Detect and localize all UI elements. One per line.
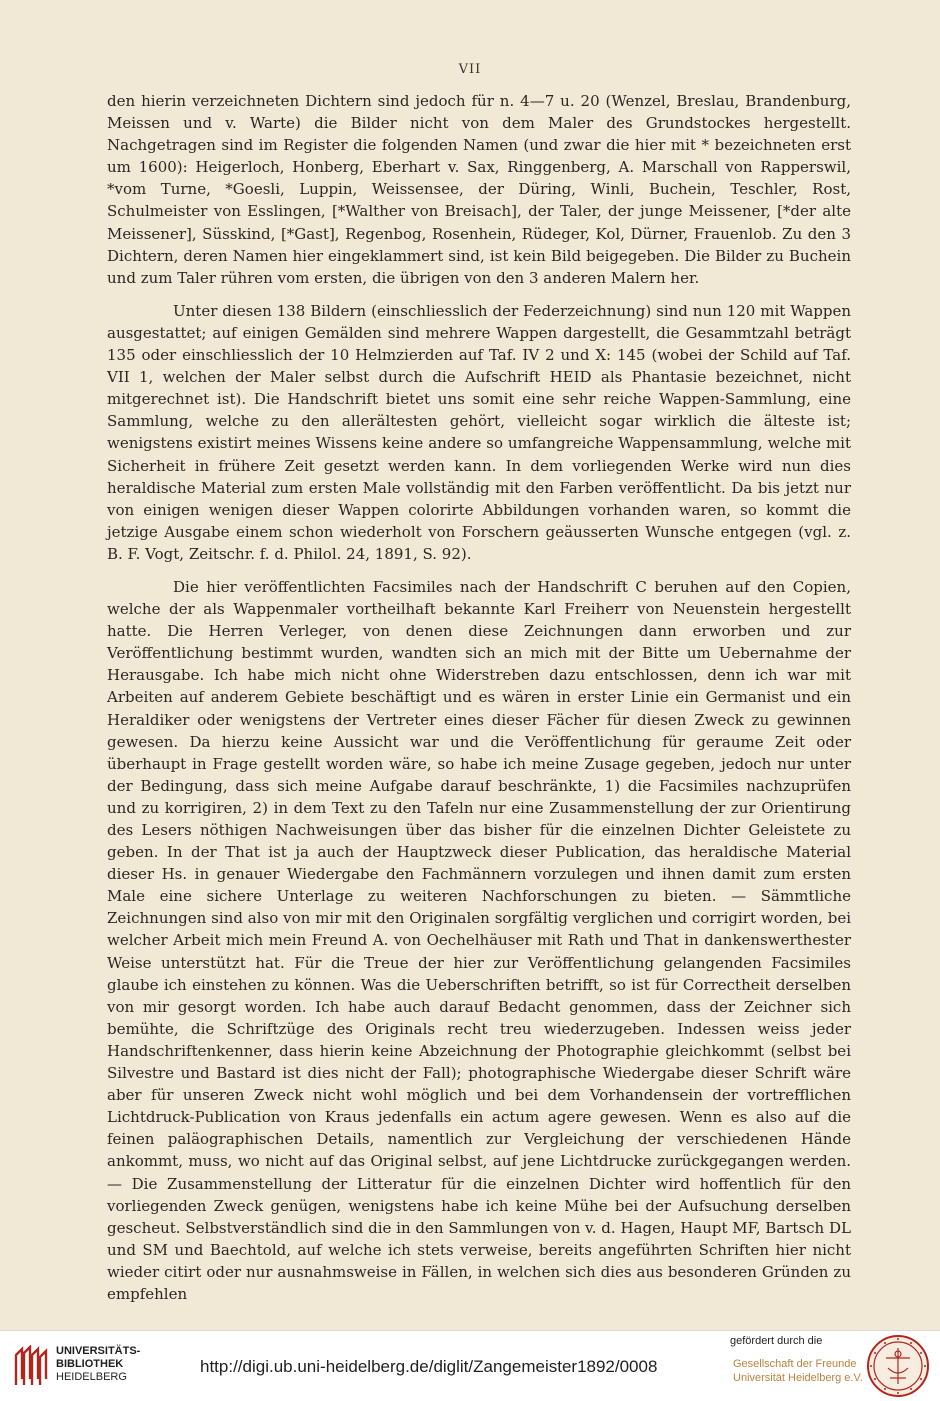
body-text xyxy=(107,90,851,1305)
paragraph-2: Unter diesen 138 Bildern (einschliesslich der Federzeichnung) sind nun 120 mit Wappen ausgestattet; auf einigen Gemälden sind mehrere Wappen dargestellt, die Gesammtzahl beträgt 135 oder einschliesslich der 10 Helmzierden auf Taf. IV 2 und X: 145 (wobei der Schild auf Taf. VII 1, welchen der Maler selbst durch die Aufschrift HEID als Phantasie bezeichnet, nicht mitgerechnet ist). Die Handschrift bietet uns somit eine sehr reiche Wappen-Sammlung, eine Sammlung, welche zu den allerältesten gehört, vielleicht sogar wirklich die älteste ist; wenigstens existirt meines Wissens keine andere so umfangreiche Wappensammlung, welche mit Sicherheit in frühere Zeit gesetzt werden kann. In dem vorliegenden Werke wird nun dies heraldische Material zum ersten Male vollständig mit den Farben veröffentlicht. Da bis jetzt nur von einigen wenigen dieser Wappen colorirte Abbildungen vorhanden waren, so kommt die jetzige Ausgabe einem schon wiederholt von Forschern geäusserten Wunsche entgegen (vgl. z. B. F. Vogt, Zeitschr. f. d. Philol. 24, 1891, S. 92). xyxy=(107,301,851,563)
paragraph-3: Die hier veröffentlichten Facsimiles nach der Handschrift C beruhen auf den Copien, welche der als Wappenmaler vortheilhaft bekannte Karl Freiherr von Neuenstein hergestellt hatte. Die Herren Verleger, von denen diese Zeichnungen dann erworben und zur Veröffentlichung bestimmt wurden, wandten sich an mich mit der Bitte um Uebernahme der Herausgabe. Ich habe mich nicht ohne Widerstreben dazu entschlossen, denn ich war mit Arbeiten auf anderem Gebiete beschäftigt und es wären in erster Linie ein Germanist und ein Heraldiker oder wenigstens der Vertreter eines dieser Fächer für diesen Zweck zu gewinnen gewesen. Da hierzu keine Aussicht war und die Veröffentlichung für geraume Zeit oder überhaupt in Frage gestellt worden wäre, so habe ich meine Zusage gegeben, jedoch nur unter der Bedingung, dass sich meine Aufgabe darauf beschränkte, 1) die Facsimiles nachzuprüfen und zu korrigiren, 2) in dem Text zu den Tafeln nur eine Zusammenstellung der zur Orientirung des Lesers nöthigen Nachweisungen über das bisher für die einzelnen Dichter Geleistete zu geben. In der That ist ja auch der Hauptzweck dieser Publication, das heraldische Material dieser Hs. in genauer Wiedergabe den Fachmännern vorzulegen und ihnen damit zum ersten Male eine sichere Unterlage zu weiteren Nachforschungen zu bieten. — Sämmtliche Zeichnungen sind also von mir mit den Originalen sorgfältig verglichen und corrigirt worden, bei welcher Arbeit mich mein Freund A. von Oechelhäuser mit Rath und That in dankenswerthester Weise unterstützt hat. Für die Treue der hier zur Veröffentlichung gelangenden Facsimiles glaube ich einstehen zu können. Was die Ueberschriften betrifft, so ist für Correctheit derselben von mir gesorgt worden. Ich habe auch darauf Bedacht genommen, dass der Zeichner sich bemühte, die Schriftzüge des Originals recht treu wiederzugeben. Indessen weiss jeder Handschriftenkenner, dass hierin keine Abzeichnung der Photographie gleichkommt (selbst bei Silvestre und Bastard ist dies nicht der Fall); photographische Wiedergabe dieser Schrift wäre aber für unseren Zweck nicht wohl möglich und bei dem Vorhandensein der vortrefflichen Lichtdruck-Publication von Kraus jedenfalls ein actum agere gewesen. Wenn es also auf die feinen paläographischen Details, namentlich zur Vergleichung der verschiedenen Hände ankommt, muss, wo nicht auf das Original selbst, auf jene Lichtdrucke zurückgegangen werden. — Die Zusammenstellung der Litteratur für die einzelnen Dichter wird hoffentlich für den vorliegenden Zweck genügen, wenigstens habe ich keine Mühe bei der Aufsuchung derselben gescheut. Selbstverständlich sind die in den Sammlungen von v. d. Hagen, Haupt MF, Bartsch DL und SM und Baechtold, auf welche ich stets verweise, bereits angeführten Schriften hier nicht wieder citirt oder nur ausnahmsweise in Fällen, in welchen sich dies aus besonderen Gründen zu empfehlen xyxy=(107,577,851,1303)
sponsor-name-line-1: Gesellschaft der Freunde xyxy=(733,1358,857,1370)
sponsor-name-line-2: Universität Heidelberg e.V. xyxy=(733,1372,863,1384)
university-library-name[interactable] xyxy=(56,1345,140,1384)
sponsor-label: gefördert durch die xyxy=(730,1335,823,1347)
paragraph-1: den hierin verzeichneten Dichtern sind jedoch für n. 4—7 u. 20 (Wenzel, Breslau, Brandenburg, Meissen und v. Warte) die Bilder nicht von dem Maler des Grundstockes hergestellt. Nachgetragen sind im Register die folgenden Namen (und zwar die hier mit * bezeichneten erst um 1600): Heigerloch, Honberg, Eberhart v. Sax, Ringgenberg, A. Marschall von Rapperswil, *vom Turne, *Goesli, Luppin, Weissensee, der Düring, Winli, Buchein, Teschler, Rost, Schulmeister von Esslingen, [*Walther von Breisach], der Taler, der junge Meissener, [*der alte Meissener], Süsskind, [*Gast], Regenbog, Rosenhein, Rüdeger, Kol, Dürner, Frauenlob. Zu den 3 Dichtern, deren Namen hier eingeklammert sind, ist kein Bild beigegeben. Die Bilder zu Buchein und zum Taler rühren vom ersten, die übrigen von den 3 anderen Malern her. xyxy=(107,92,851,287)
permalink-url[interactable]: http://digi.ub.uni-heidelberg.de/diglit/Zangemeister1892/0008 xyxy=(200,1357,658,1376)
page-number: VII xyxy=(458,62,482,77)
library-name-line-3: HEIDELBERG xyxy=(56,1371,127,1383)
library-name-line-2: BIBLIOTHEK xyxy=(56,1358,124,1370)
sponsor-name[interactable] xyxy=(733,1357,863,1385)
library-name-line-1: UNIVERSITÄTS- xyxy=(56,1345,141,1357)
footer-bar xyxy=(0,1330,940,1401)
university-seal-icon[interactable] xyxy=(866,1334,930,1398)
university-library-logo-icon[interactable] xyxy=(12,1345,50,1389)
